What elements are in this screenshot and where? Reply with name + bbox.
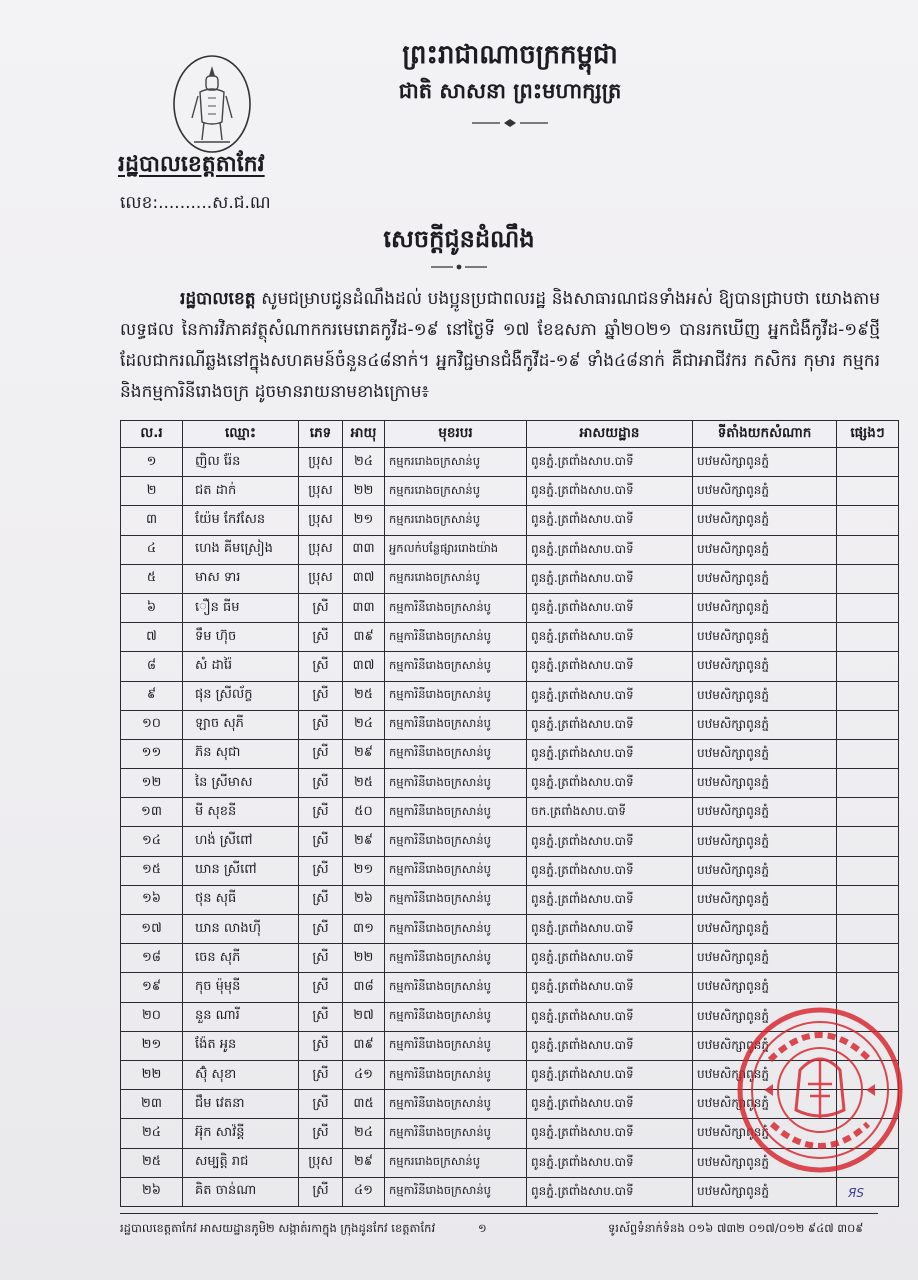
cell-other [837, 681, 899, 710]
cell-number: ២៥ [121, 1148, 183, 1177]
cell-age: ២៤ [343, 1119, 385, 1148]
cell-sample-site: បឋមសិក្សាពូនភ្នំ [693, 564, 837, 593]
cell-age: ៤១ [343, 1177, 385, 1206]
cell-age: ២៥ [343, 769, 385, 798]
cell-name: ផុន ស្រីល័ក្ខ [183, 681, 299, 710]
cell-age: ២៩ [343, 827, 385, 856]
reference-number: លេខ:..........ស.ជ.ណ [120, 193, 271, 213]
cell-occupation: កម្មការិនីរោងចក្រសាន់បូ [385, 769, 527, 798]
cell-sample-site: បឋមសិក្សាពូនភ្នំ [693, 856, 837, 885]
cell-address: ពូនភ្នំ.ត្រពាំងសាប.បាទី [527, 448, 693, 477]
cell-age: ៣៥ [343, 1090, 385, 1119]
cell-number: ២១ [121, 1031, 183, 1060]
cell-address: ពូនភ្នំ.ត្រពាំងសាប.បាទី [527, 1090, 693, 1119]
cell-name: ហេង គីមស្រៀង [183, 535, 299, 564]
cell-other [837, 448, 899, 477]
cell-occupation: កម្មកររោងចក្រសាន់បូ [385, 564, 527, 593]
cell-other [837, 798, 899, 827]
cell-occupation: កម្មការិនីរោងចក្រសាន់បូ [385, 856, 527, 885]
cell-occupation: កម្មការិនីរោងចក្រសាន់បូ [385, 623, 527, 652]
cell-sample-site: បឋមសិក្សាពូនភ្នំ [693, 448, 837, 477]
cell-sex: ស្រី [299, 798, 343, 827]
cell-sex: ប្រុស [299, 448, 343, 477]
cell-number: ១៩ [121, 973, 183, 1002]
cell-other [837, 564, 899, 593]
cell-address: ពូនភ្នំ.ត្រពាំងសាប.បាទី [527, 769, 693, 798]
cell-address: ពូនភ្នំ.ត្រពាំងសាប.បាទី [527, 856, 693, 885]
cell-other [837, 739, 899, 768]
cell-address: ពូនភ្នំ.ត្រពាំងសាប.បាទី [527, 710, 693, 739]
cell-age: ៣៣ [343, 535, 385, 564]
cell-age: ២៧ [343, 1002, 385, 1031]
cell-occupation: កម្មការិនីរោងចក្រសាន់បូ [385, 1090, 527, 1119]
cell-number: ១១ [121, 739, 183, 768]
cell-sample-site: បឋមសិក្សាពូនភ្នំ [693, 1148, 837, 1177]
cell-address: ពូនភ្នំ.ត្រពាំងសាប.បាទី [527, 973, 693, 1002]
cell-name: ថុន សុធី [183, 885, 299, 914]
cell-occupation: កម្មការិនីរោងចក្រសាន់បូ [385, 798, 527, 827]
cell-sex: ស្រី [299, 710, 343, 739]
cell-number: ១៦ [121, 885, 183, 914]
cell-occupation: កម្មការិនីរោងចក្រសាន់បូ [385, 739, 527, 768]
cell-occupation: កម្មកររោងចក្រសាន់បូ [385, 448, 527, 477]
cell-number: ៣ [121, 506, 183, 535]
cell-age: ២៥ [343, 681, 385, 710]
cell-sex: ស្រី [299, 681, 343, 710]
cell-occupation: កម្មកររោងចក្រសាន់បូ [385, 506, 527, 535]
cell-address: ពូនភ្នំ.ត្រពាំងសាប.បាទី [527, 1148, 693, 1177]
table-row [121, 506, 899, 535]
cell-number: ៦ [121, 593, 183, 622]
cell-sample-site: បឋមសិក្សាពូនភ្នំ [693, 798, 837, 827]
cell-sex: ស្រី [299, 769, 343, 798]
cell-occupation: កម្មការិនីរោងចក្រសាន់បូ [385, 915, 527, 944]
cell-number: ១៥ [121, 856, 183, 885]
cell-sex: ប្រុស [299, 477, 343, 506]
cell-sample-site: បឋមសិក្សាពូនភ្នំ [693, 769, 837, 798]
cell-name: នៃ ស្រីមាស [183, 769, 299, 798]
cell-sex: ស្រី [299, 652, 343, 681]
cell-name: ជឹម វេតនា [183, 1090, 299, 1119]
cell-sex: ប្រុស [299, 1148, 343, 1177]
column-header-address: អាសយដ្ឋាន [527, 421, 693, 448]
cell-number: ១០ [121, 710, 183, 739]
cell-sex: ស្រី [299, 827, 343, 856]
kingdom-title: ព្រះរាជាណាចក្រកម្ពុជា [402, 40, 618, 70]
cell-address: ពូនភ្នំ.ត្រពាំងសាប.បាទី [527, 623, 693, 652]
cell-address: ពូនភ្នំ.ត្រពាំងសាប.បាទី [527, 1119, 693, 1148]
notice-lead: រដ្ឋបាលខេត្ត [180, 289, 256, 309]
cell-age: ២៩ [343, 739, 385, 768]
title-ornament-icon [429, 262, 489, 272]
cell-sex: ស្រី [299, 1002, 343, 1031]
footer-address: រដ្ឋបាលខេត្តតាកែវ អាសយដ្ឋានភូមិ២ សង្កាត់រកាក្នុង ក្រុងដូនកែវ ខេត្តតាកែវ [120, 1221, 436, 1235]
notice-body [120, 284, 880, 408]
cell-address: ពូនភ្នំ.ត្រពាំងសាប.បាទី [527, 477, 693, 506]
cell-age: ៣៧ [343, 564, 385, 593]
cell-number: ១៨ [121, 944, 183, 973]
cell-sample-site: បឋមសិក្សាពូនភ្នំ [693, 535, 837, 564]
cell-occupation: កម្មការិនីរោងចក្រសាន់បូ [385, 593, 527, 622]
table-header-row [121, 421, 899, 448]
cell-age: ២១ [343, 856, 385, 885]
footer-phone: ទូរស័ព្ទទំនាក់ទំនង ០១៦ ៧៣២ ០១៧/០១២ ៩៤៧ ៣០៩ [608, 1221, 864, 1235]
cell-name: ទឹម ហ៊ុច [183, 623, 299, 652]
cell-address: ពូនភ្នំ.ត្រពាំងសាប.បាទី [527, 681, 693, 710]
cell-name: យ៉ែម កែវសែន [183, 506, 299, 535]
table-row [121, 477, 899, 506]
cell-sex: ស្រី [299, 1177, 343, 1206]
cell-sample-site: បឋមសិក្សាពូនភ្នំ [693, 973, 837, 1002]
cell-occupation: កម្មការិនីរោងចក្រសាន់បូ [385, 827, 527, 856]
cell-address: ពូនភ្នំ.ត្រពាំងសាប.បាទី [527, 564, 693, 593]
national-motto: ជាតិ សាសនា ព្រះមហាក្សត្រ [398, 78, 622, 103]
cell-number: ៥ [121, 564, 183, 593]
cell-number: ១២ [121, 769, 183, 798]
cell-number: ២៤ [121, 1119, 183, 1148]
handwritten-initials: ЯS [848, 1186, 864, 1200]
cell-sample-site: បឋមសិក្សាពូនភ្នំ [693, 652, 837, 681]
table-row [121, 973, 899, 1002]
cell-other [837, 506, 899, 535]
cell-address: ពូនភ្នំ.ត្រពាំងសាប.បាទី [527, 1031, 693, 1060]
notice-title: សេចក្តីជូនដំណឹង [383, 224, 535, 253]
cell-number: ២២ [121, 1060, 183, 1089]
cell-occupation: កម្មការិនីរោងចក្រសាន់បូ [385, 710, 527, 739]
cell-occupation: កម្មការិនីរោងចក្រសាន់បូ [385, 1060, 527, 1089]
cell-number: ១៧ [121, 915, 183, 944]
cell-name: សំ ដារ៉ៃ [183, 652, 299, 681]
cell-sex: ស្រី [299, 1060, 343, 1089]
cell-age: ៥០ [343, 798, 385, 827]
column-header-other: ផ្សេងៗ [837, 421, 899, 448]
cell-name: មាស ទារ [183, 564, 299, 593]
footer-divider [120, 1213, 878, 1214]
cell-sex: ស្រី [299, 739, 343, 768]
cell-occupation: កម្មកររោងចក្រសាន់បូ [385, 477, 527, 506]
page-number: ១ [478, 1221, 487, 1235]
cell-name: ស៊ុំ សុខា [183, 1060, 299, 1089]
cell-sample-site: បឋមសិក្សាពូនភ្នំ [693, 1060, 837, 1089]
table-row [121, 1177, 899, 1206]
cell-sex: ស្រី [299, 885, 343, 914]
cell-other [837, 827, 899, 856]
cell-name: ឡាច សុភី [183, 710, 299, 739]
cell-address: ពូនភ្នំ.ត្រពាំងសាប.បាទី [527, 506, 693, 535]
cell-number: ៤ [121, 535, 183, 564]
table-row [121, 769, 899, 798]
cell-name: អ៊ុក សាវ៉ន្តី [183, 1119, 299, 1148]
table-row [121, 652, 899, 681]
cell-name: សម្បត្តិ រាជ [183, 1148, 299, 1177]
table-row [121, 944, 899, 973]
cell-age: ២៩ [343, 1148, 385, 1177]
cell-age: ២១ [343, 506, 385, 535]
cell-other [837, 915, 899, 944]
cell-sample-site: បឋមសិក្សាពូនភ្នំ [693, 915, 837, 944]
cell-age: ៣៨ [343, 973, 385, 1002]
table-row [121, 710, 899, 739]
cell-number: ១៣ [121, 798, 183, 827]
column-header-name: ឈ្មោះ [183, 421, 299, 448]
cell-number: ៨ [121, 652, 183, 681]
cell-address: ពូនភ្នំ.ត្រពាំងសាប.បាទី [527, 915, 693, 944]
cell-other [837, 973, 899, 1002]
cell-sample-site: បឋមសិក្សាពូនភ្នំ [693, 506, 837, 535]
cell-sex: ស្រី [299, 1031, 343, 1060]
official-seal-stamp-icon [730, 1000, 910, 1180]
cell-sex: ស្រី [299, 1119, 343, 1148]
cell-occupation: កម្មកររោងចក្រសាន់បូ [385, 1148, 527, 1177]
cell-sample-site: បឋមសិក្សាពូនភ្នំ [693, 1090, 837, 1119]
cell-age: ២២ [343, 477, 385, 506]
cell-other [837, 593, 899, 622]
cell-other [837, 769, 899, 798]
cell-sample-site: បឋមសិក្សាពូនភ្នំ [693, 885, 837, 914]
column-header-sample-site: ទីតាំងយកសំណាក [693, 421, 837, 448]
table-row [121, 681, 899, 710]
cell-sex: ស្រី [299, 973, 343, 1002]
cell-age: ២២ [343, 944, 385, 973]
table-row [121, 915, 899, 944]
cell-age: ៣៣ [343, 593, 385, 622]
column-header-occupation: មុខរបរ [385, 421, 527, 448]
cell-occupation: កម្មការិនីរោងចក្រសាន់បូ [385, 681, 527, 710]
cell-address: ពូនភ្នំ.ត្រពាំងសាប.បាទី [527, 944, 693, 973]
table-row [121, 827, 899, 856]
cell-sex: ស្រី [299, 944, 343, 973]
cell-occupation: កម្មការិនីរោងចក្រសាន់បូ [385, 1002, 527, 1031]
table-row [121, 623, 899, 652]
cell-other [837, 535, 899, 564]
cell-address: ពូនភ្នំ.ត្រពាំងសាប.បាទី [527, 827, 693, 856]
table-row [121, 593, 899, 622]
cell-occupation: កម្មការិនីរោងចក្រសាន់បូ [385, 973, 527, 1002]
cell-other [837, 1177, 899, 1206]
cell-sample-site: បឋមសិក្សាពូនភ្នំ [693, 593, 837, 622]
cell-sample-site: បឋមសិក្សាពូនភ្នំ [693, 827, 837, 856]
cell-age: ២៤ [343, 448, 385, 477]
cell-sample-site: បឋមសិក្សាពូនភ្នំ [693, 623, 837, 652]
cell-sex: ប្រុស [299, 535, 343, 564]
cell-occupation: កម្មការិនីរោងចក្រសាន់បូ [385, 1177, 527, 1206]
cell-address: ពូនភ្នំ.ត្រពាំងសាប.បាទី [527, 652, 693, 681]
national-header [330, 38, 690, 128]
cell-age: ២៦ [343, 885, 385, 914]
cell-occupation: កម្មការិនីរោងចក្រសាន់បូ [385, 1119, 527, 1148]
cell-name: គិត ចាន់ណា [183, 1177, 299, 1206]
table-row [121, 535, 899, 564]
cell-sex: ស្រី [299, 593, 343, 622]
table-row [121, 885, 899, 914]
cell-sex: ស្រី [299, 915, 343, 944]
ornament-divider-icon [470, 118, 550, 128]
cell-number: ១៤ [121, 827, 183, 856]
cell-age: ៣៧ [343, 652, 385, 681]
cell-sex: ស្រី [299, 856, 343, 885]
cell-address: ពូនភ្នំ.ត្រពាំងសាប.បាទី [527, 535, 693, 564]
cell-address: ពូនភ្នំ.ត្រពាំងសាប.បាទី [527, 1002, 693, 1031]
cell-address: ពូនភ្នំ.ត្រពាំងសាប.បាទី [527, 593, 693, 622]
cell-sample-site: បឋមសិក្សាពូនភ្នំ [693, 944, 837, 973]
cell-other [837, 885, 899, 914]
cell-sample-site: បឋមសិក្សាពូនភ្នំ [693, 1031, 837, 1060]
column-header-sex: ភេទ [299, 421, 343, 448]
cell-sample-site: បឋមសិក្សាពូនភ្នំ [693, 477, 837, 506]
cell-name: ឿន ធីម [183, 593, 299, 622]
royal-emblem-icon [168, 52, 256, 156]
cell-name: កុច ម៉ុមុនី [183, 973, 299, 1002]
table-row [121, 448, 899, 477]
cell-name: ជត ដាក់ [183, 477, 299, 506]
cell-name: ង៉ែត អូន [183, 1031, 299, 1060]
cell-other [837, 623, 899, 652]
cell-occupation: កម្មការិនីរោងចក្រសាន់បូ [385, 652, 527, 681]
cell-sex: ស្រី [299, 623, 343, 652]
cell-age: ២៤ [343, 710, 385, 739]
cell-occupation: កម្មការិនីរោងចក្រសាន់បូ [385, 1031, 527, 1060]
cell-sample-site: បឋមសិក្សាពូនភ្នំ [693, 1177, 837, 1206]
cell-age: ៣៩ [343, 1031, 385, 1060]
cell-name: ឃាន ស្រីពៅ [183, 856, 299, 885]
cell-number: ២៦ [121, 1177, 183, 1206]
cell-name: ញិល រ៉ែន [183, 448, 299, 477]
cell-address: ពូនភ្នំ.ត្រពាំងសាប.បាទី [527, 1060, 693, 1089]
issuing-authority: រដ្ឋបាលខេត្តតាកែវ [118, 151, 265, 177]
cell-sample-site: បឋមសិក្សាពូនភ្នំ [693, 710, 837, 739]
cell-occupation: កម្មការិនីរោងចក្រសាន់បូ [385, 944, 527, 973]
table-row [121, 798, 899, 827]
cell-name: ឃាន លាងហ៊ី [183, 915, 299, 944]
cell-other [837, 856, 899, 885]
table-row [121, 739, 899, 768]
cell-other [837, 652, 899, 681]
cell-sample-site: បឋមសិក្សាពូនភ្នំ [693, 1119, 837, 1148]
column-header-number: ល.រ [121, 421, 183, 448]
cell-number: ២០ [121, 1002, 183, 1031]
cell-age: ៣១ [343, 915, 385, 944]
cell-number: ២ [121, 477, 183, 506]
cell-address: ចក.ត្រពាំងសាប.បាទី [527, 798, 693, 827]
cell-name: នួន ណារី [183, 1002, 299, 1031]
cell-sex: ស្រី [299, 1090, 343, 1119]
cell-address: ពូនភ្នំ.ត្រពាំងសាប.បាទី [527, 1177, 693, 1206]
cell-sample-site: បឋមសិក្សាពូនភ្នំ [693, 681, 837, 710]
table-row [121, 856, 899, 885]
cell-sample-site: បឋមសិក្សាពូនភ្នំ [693, 739, 837, 768]
table-row [121, 564, 899, 593]
notice-paragraph: សូមជម្រាបជូនដំណឹងដល់ បងប្អូនប្រជាពលរដ្ឋ និងសាធារណជនទាំងអស់ ឱ្យបានជ្រាបថា យោងតាមលទ្ធផល នៃការវិភាគវត្ថុសំណាកករមេរោគកូវីដ-១៩ នៅថ្ងៃទី ១៧ ខែឧសភា ឆ្នាំ២០២១ បានរកឃើញ អ្នកជំងឺកូវីដ-១៩ថ្មី ដែលជាករណីឆ្លងនៅក្នុងសហគមន៍ចំនួន៤៨នាក់។ អ្នកវិជ្ជមានជំងឺកូវីដ-១៩ ទាំង៤៨នាក់ គឺជាអាជីវករ កសិករ កុមារ កម្មករ និងកម្មការិនីរោងចក្រ ដូចមានរាយនាមខាងក្រោម៖ [120, 289, 881, 402]
cell-other [837, 710, 899, 739]
cell-occupation: កម្មការិនីរោងចក្រសាន់បូ [385, 885, 527, 914]
cell-other [837, 477, 899, 506]
cell-number: ២៣ [121, 1090, 183, 1119]
cell-sex: ប្រុស [299, 506, 343, 535]
cell-other [837, 944, 899, 973]
cell-sample-site: បឋមសិក្សាពូនភ្នំ [693, 1002, 837, 1031]
cell-sex: ប្រុស [299, 564, 343, 593]
cell-name: ចេន សុភី [183, 944, 299, 973]
cell-name: មី សុខនី [183, 798, 299, 827]
cell-address: ពូនភ្នំ.ត្រពាំងសាប.បាទី [527, 885, 693, 914]
cell-age: ៣៩ [343, 623, 385, 652]
cell-age: ៤១ [343, 1060, 385, 1089]
cell-number: ៩ [121, 681, 183, 710]
cell-name: ភ៊ន សុជា [183, 739, 299, 768]
cell-number: ១ [121, 448, 183, 477]
cell-name: ហង់ ស្រីពៅ [183, 827, 299, 856]
column-header-age: អាយុ [343, 421, 385, 448]
cell-address: ពូនភ្នំ.ត្រពាំងសាប.បាទី [527, 739, 693, 768]
cell-occupation: អ្នកលក់បន្លែផ្សាររោងយ៉ាង [385, 535, 527, 564]
cell-number: ៧ [121, 623, 183, 652]
